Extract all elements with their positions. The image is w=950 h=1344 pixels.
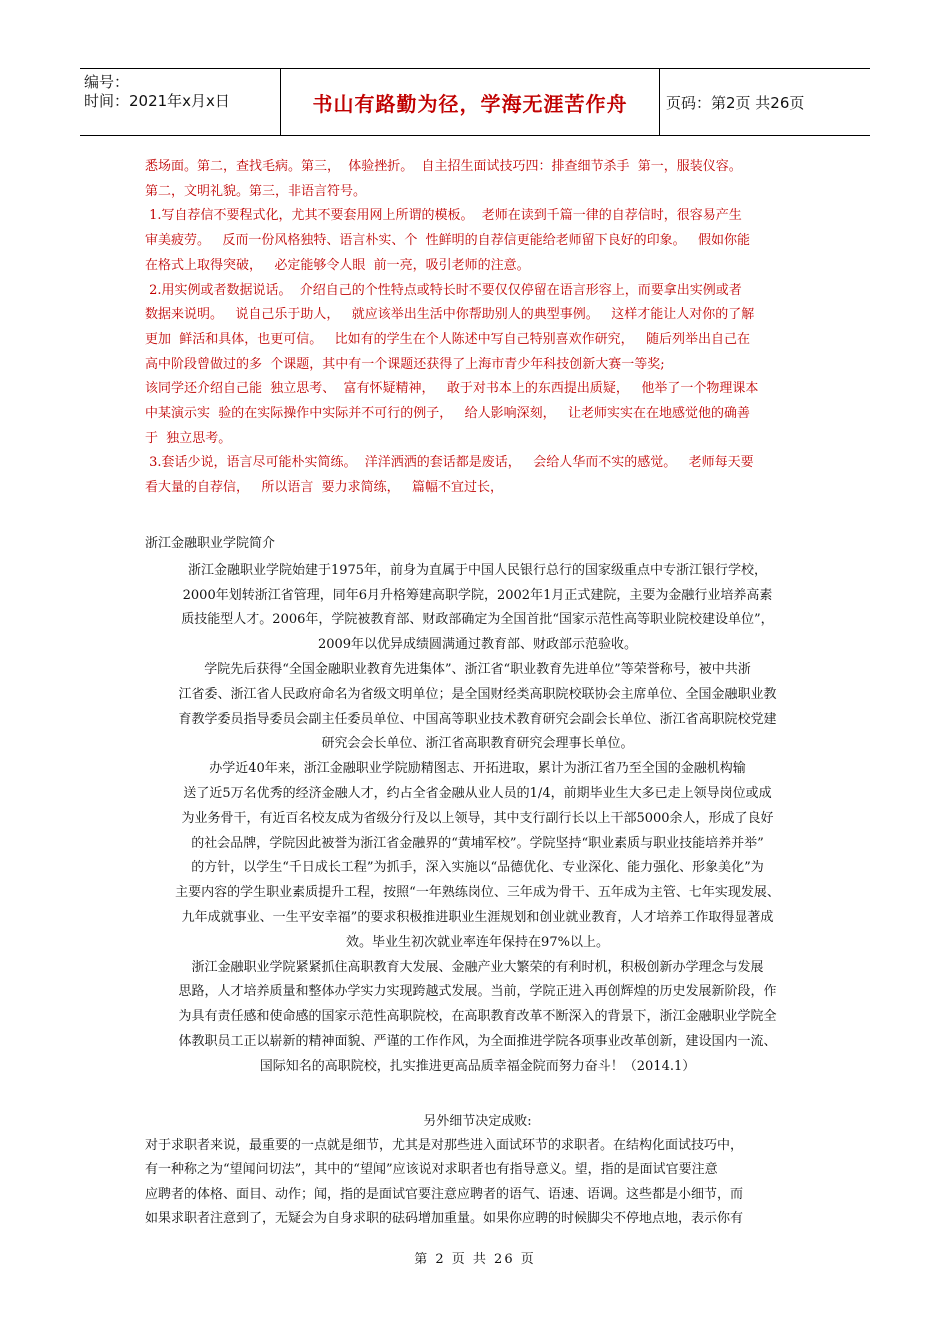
intro-text-line: 国际知名的高职院校，扎实推进更高品质幸福金院而努力奋斗！（2014.1） (259, 1058, 696, 1074)
red-text-line: 数据来说明。 说自己乐于助人， 就应该举出生活中你帮助别人的典型事例。 这样才能让人对你的了解 (145, 307, 755, 323)
intro-text-line: 2000年划转浙江省管理，同年6月升格筹建高职学院，2002年1月正式建院，主要为金融行业培养高素 (182, 587, 773, 603)
detail-text-line: 对于求职者来说，最重要的一点就是细节，尤其是对那些进入面试环节的求职者。在结构化面试技巧中， (145, 1137, 744, 1153)
intro-text-line: 为业务骨干，有近百名校友成为省级分行及以上领导，其中支行副行长以上干部5000余人，形成了良好 (181, 810, 774, 826)
red-text-line: 3.套话少说，语言尽可能朴实简练。 洋洋洒洒的套话都是废话， 会给人华而不实的感觉。 老师每天要 (145, 455, 754, 471)
red-text-line: 该同学还介绍自己能 独立思考、 富有怀疑精神， 敢于对书本上的东西提出质疑， 他举了一个物理课本 (145, 381, 759, 397)
intro-text-line: 效。毕业生初次就业率连年保持在97%以上。 (346, 934, 609, 950)
red-text-line: 审美疲劳。 反而一份风格独特、语言朴实、个 性鲜明的自荐信更能给老师留下良好的印象。 假如你能 (145, 233, 751, 249)
intro-text-line: 质技能型人才。2006年，学院被教育部、财政部确定为全国首批“国家示范性高等职业院校建设单位”， (181, 612, 774, 628)
intro-text-line: 送了近5万名优秀的经济金融人才，约占全省金融从业人员的1/4，前期毕业生大多已走上领导岗位或成 (183, 786, 772, 802)
document-number-label: 编号： (84, 73, 130, 91)
red-text-line: 看大量的自荐信， 所以语言 要力求简练， 篇幅不宜过长， (145, 480, 504, 496)
intro-text-line: 浙江金融职业学院紧紧抓住高职教育大发展、金融产业大繁荣的有利时机，积极创新办学理念与发展 (191, 959, 764, 975)
intro-text-line: 思路，人才培养质量和整体办学实力实现跨越式发展。当前，学院正进入再创辉煌的历史发展新阶段，作 (178, 984, 777, 1000)
intro-text-line: 2009年以优异成绩圆满通过教育部、财政部示范验收。 (317, 637, 638, 653)
detail-title: 另外细节决定成败: (423, 1113, 532, 1129)
red-text-line: 高中阶段曾做过的多 个课题，其中有一个课题还获得了上海市青少年科技创新大赛一等奖; (145, 356, 665, 372)
intro-text-line: 浙江金融职业学院始建于1975年，前身为直属于中国人民银行总行的国家级重点中专浙江银行学校， (187, 562, 768, 578)
document-body (145, 155, 810, 1232)
intro-text-line: 办学近40年来，浙江金融职业学院励精图志、开拓进取，累计为浙江省乃至全国的金融机构输 (209, 761, 746, 777)
intro-text-line: 体教职员工正以崭新的精神面貌、严谨的工作作风，为全面推进学院各项事业改革创新，建设国内一流、 (178, 1033, 777, 1049)
detail-text-line: 如果求职者注意到了，无疑会为自身求职的砝码增加重量。如果你应聘的时候脚尖不停地点地，表示你有 (145, 1211, 744, 1227)
red-text-line: 2.用实例或者数据说话。 介绍自己的个性特点或特长时不要仅仅停留在语言形容上，而要拿出实例或者 (145, 282, 742, 298)
document-time-label: 时间：2021年x月x日 (84, 92, 230, 110)
intro-text-line: 九年成就事业、一生平安幸福”的要求积极推进职业生涯规划和创业就业教育，人才培养工作取得显著成 (181, 910, 774, 925)
header-page-label: 页码：第2页 共26页 (666, 93, 805, 112)
red-text-block (145, 155, 810, 501)
page-footer: 第 2 页 共 26 页 (414, 1252, 536, 1267)
red-text-line: 在格式上取得突破， 必定能够令人眼 前一亮，吸引老师的注意。 (145, 257, 530, 273)
intro-paragraphs (145, 559, 810, 1080)
red-text-line: 1.写自荐信不要程式化，尤其不要套用网上所谓的模板。 老师在读到千篇一律的自荐信时，很容易产生 (145, 208, 742, 224)
intro-text-line: 为具有责任感和使命感的国家示范性高职院校，在高职教育改革不断深入的背景下，浙江金融职业学院全 (178, 1009, 777, 1025)
intro-text-line: 研究会会长单位、浙江省高职教育研究会理事长单位。 (321, 736, 634, 752)
red-text-line: 中某演示实 验的在实际操作中实际并不可行的例子， 给人影响深刻， 让老师实实在在地感觉他的确善 (145, 406, 751, 422)
intro-text-line: 的社会品牌，学院因此被誉为浙江省金融界的“黄埔军校”。学院坚持“职业素质与职业技能培养并举” (191, 835, 764, 851)
page-header (80, 68, 870, 136)
detail-paragraphs (145, 1134, 810, 1232)
red-text-line: 第二，文明礼貌。第三，非语言符号。 (145, 183, 367, 199)
red-text-line: 于 独立思考。 (145, 430, 232, 446)
header-info-cell (80, 69, 281, 135)
detail-text-line: 有一种称之为“望闻问切法”，其中的“望闻”应该说对求职者也有指导意义。望，指的是面试官要注意 (145, 1162, 718, 1178)
header-motto: 书山有路勤为径，学海无涯苦作舟 (281, 69, 660, 135)
intro-text-line: 主要内容的学生职业素质提升工程，按照“一年熟练岗位、三年成为骨干、五年成为主管、七年实现发展、 (175, 885, 780, 901)
detail-text-line: 应聘者的体格、面目、动作；闻，指的是面试官要注意应聘者的语气、语速、语调。这些都是小细节，而 (145, 1186, 744, 1202)
red-text-line: 更加 鲜活和具体，也更可信。 比如有的学生在个人陈述中写自己特别喜欢作研究， 随后列举出自己在 (145, 331, 751, 347)
intro-text-line: 的方针，以学生“千日成长工程”为抓手，深入实施以“品德优化、专业深化、能力强化、形象美化”为 (191, 860, 764, 876)
red-text-line: 悉场面。第二，查找毛病。第三， 体验挫折。 自主招生面试技巧四：排查细节杀手 第一，服装仪容。 (145, 159, 742, 174)
intro-text-line: 学院先后获得“全国金融职业教育先进集体”、浙江省“职业教育先进单位”等荣誉称号，被中共浙 (204, 662, 751, 678)
intro-title: 浙江金融职业学院简介 (145, 535, 276, 551)
intro-text-line: 育教学委员指导委员会副主任委员单位、中国高等职业技术教育研究会副会长单位、浙江省高职院校党建 (178, 711, 777, 727)
intro-text-line: 江省委、浙江省人民政府命名为省级文明单位；是全国财经类高职院校联协会主席单位、全国金融职业教 (178, 686, 777, 702)
